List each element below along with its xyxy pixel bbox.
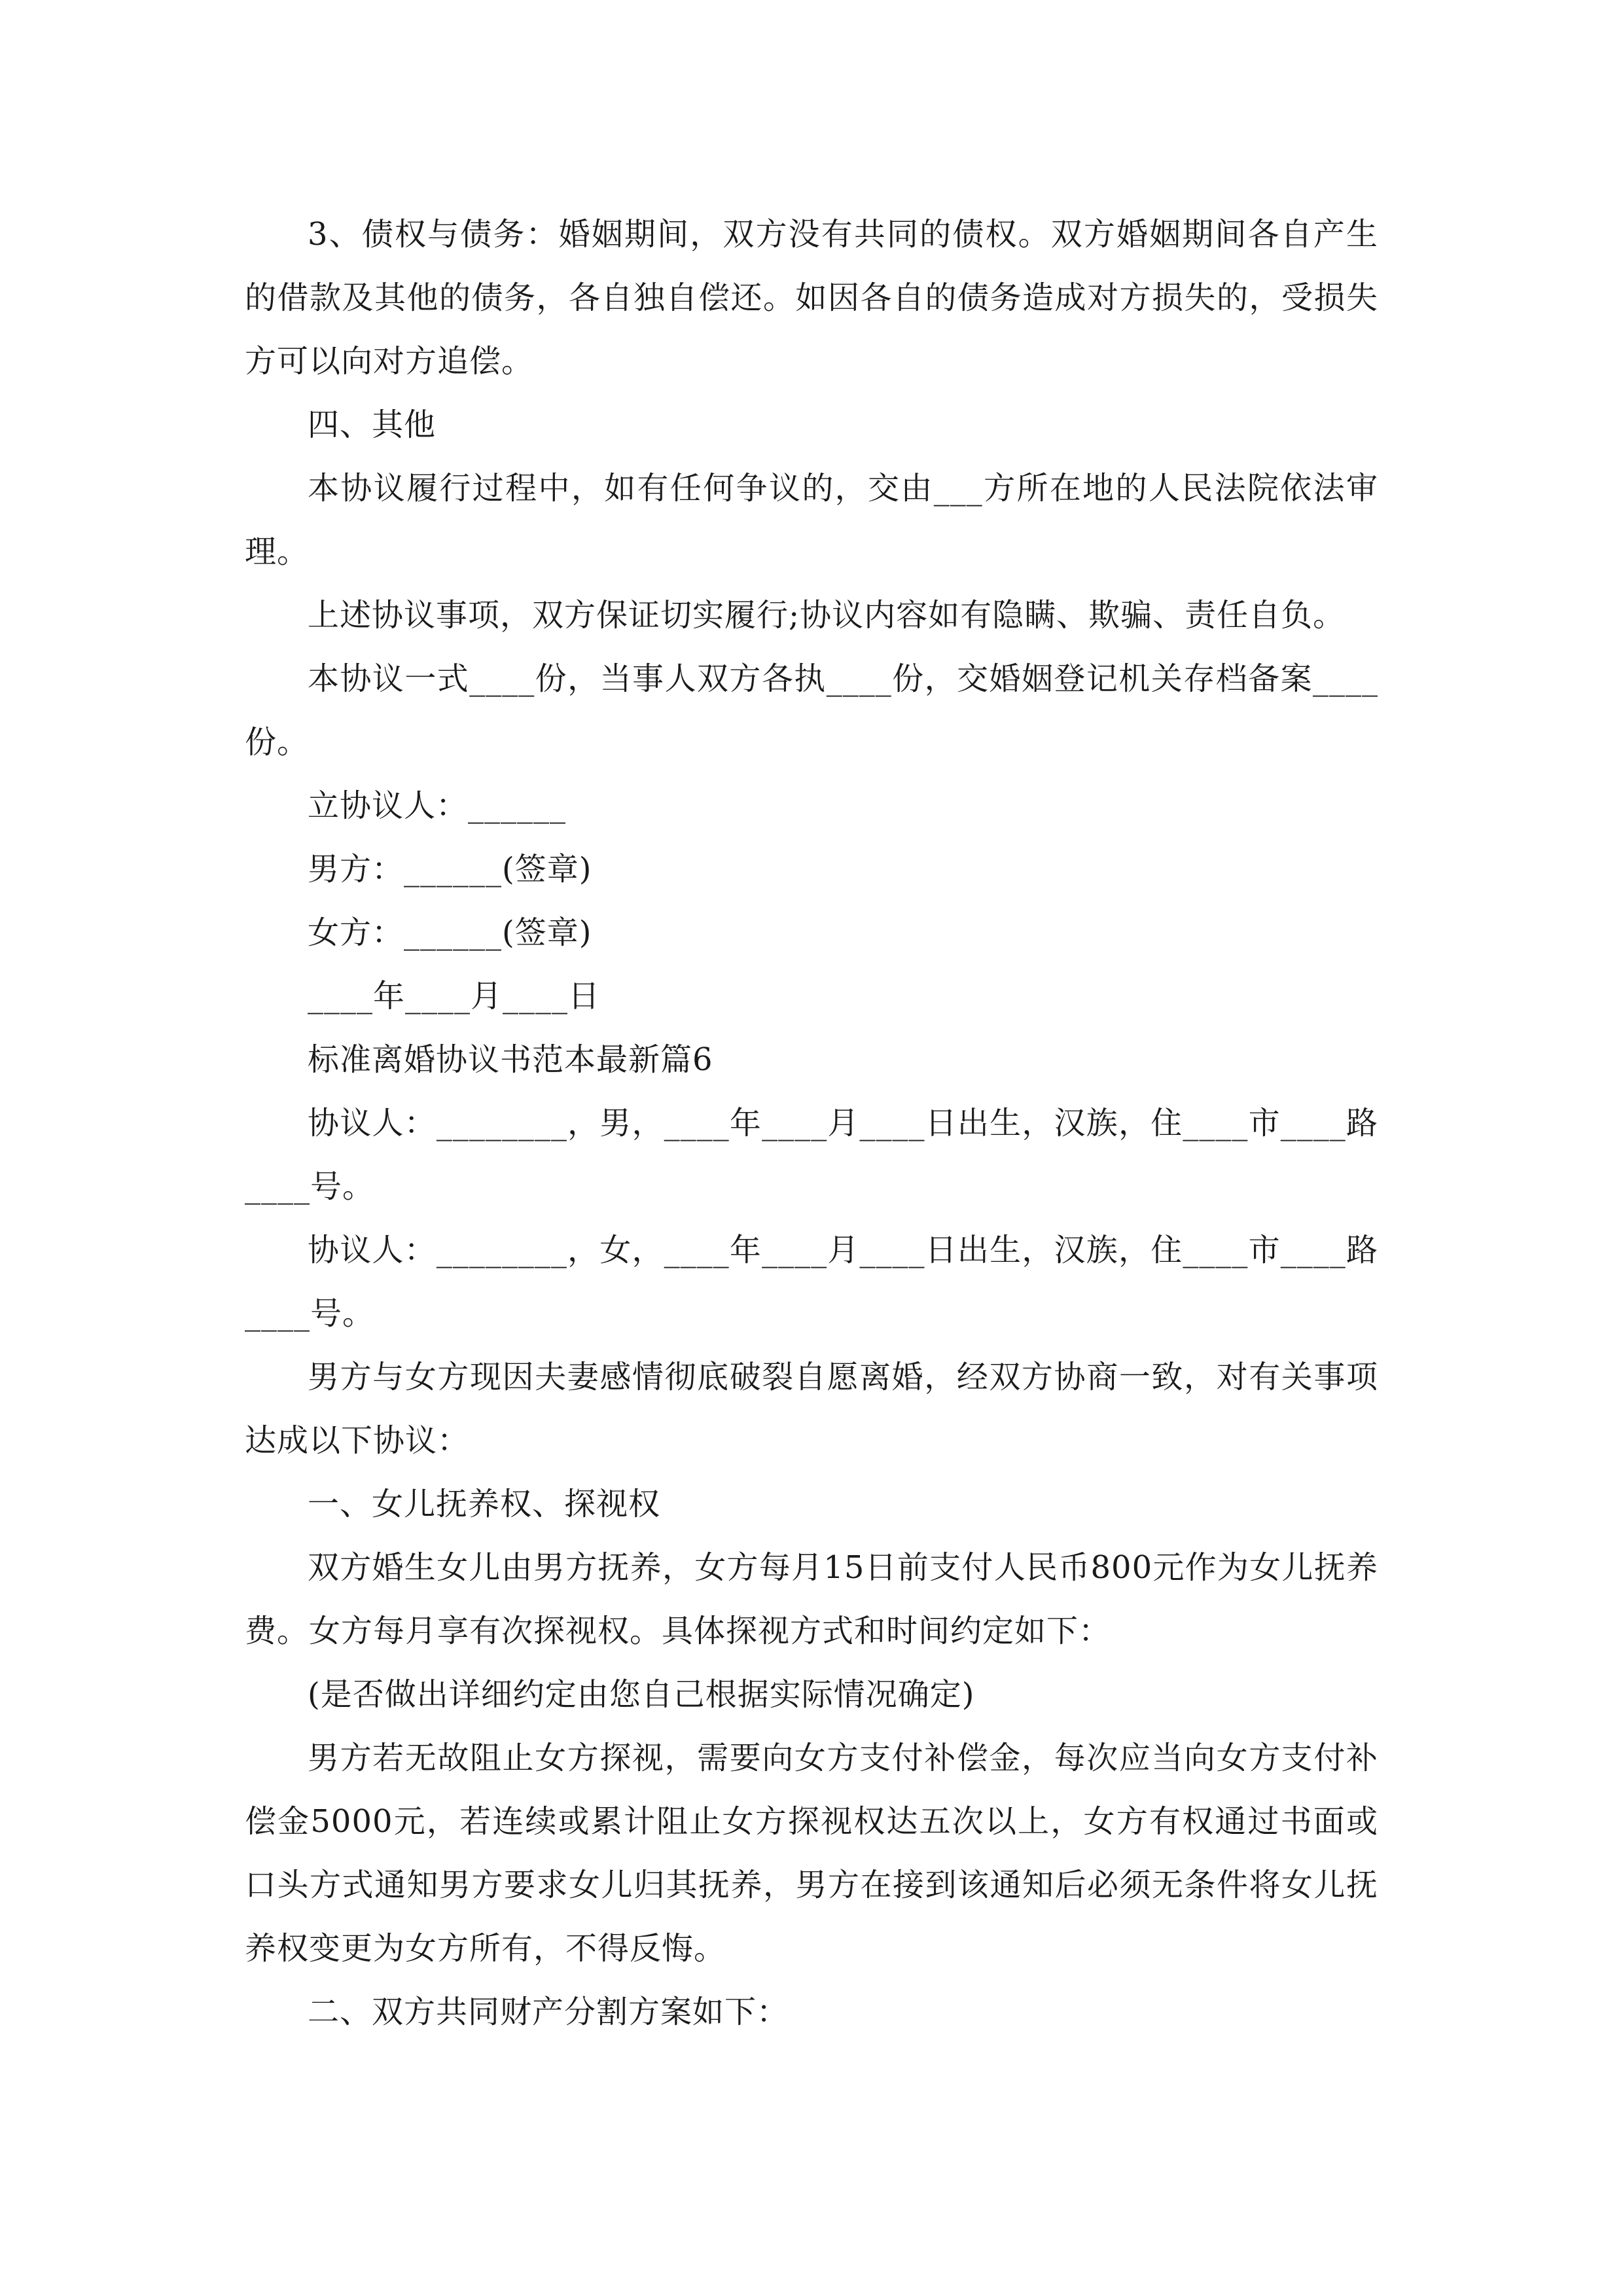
paragraph-dispute: 本协议履行过程中，如有任何争议的，交由___方所在地的人民法院依法审理。 [245,470,1378,570]
paragraph-intro: 男方与女方现因夫妻感情彻底破裂自愿离婚，经双方协商一致，对有关事项达成以下协议： [245,1359,1378,1459]
heading-other: 四、其他 [308,406,437,443]
paragraph-compensation: 男方若无故阻止女方探视，需要向女方支付补偿金，每次应当向女方支付补偿金5000元，若连续或累计阻止女方探视权达五次以上，女方有权通过书面或口头方式通知男方要求女儿归其抚养，男方在接到该通知后必须无条件将女儿抚养权变更为女方所有，不得反悔。 [245,1740,1378,1967]
party-female: 协议人：________，女，____年____月____日出生，汉族，住____市____路____号。 [245,1232,1378,1332]
paragraph-custody: 双方婚生女儿由男方抚养，女方每月15日前支付人民币800元作为女儿抚养费。女方每月享有次探视权。具体探视方式和时间约定如下： [245,1549,1378,1649]
signature-parties: 立协议人：______ [308,787,567,824]
signature-female: 女方：______(签章) [308,914,592,951]
paragraph-note: (是否做出详细约定由您自己根据实际情况确定) [308,1676,975,1713]
paragraph-debts: 3、债权与债务：婚姻期间，双方没有共同的债权。双方婚姻期间各自产生的借款及其他的债务，各自独自偿还。如因各自的债务造成对方损失的，受损失方可以向对方追偿。 [245,216,1378,380]
heading-property: 二、双方共同财产分割方案如下： [308,1994,789,2030]
document-body [245,203,1378,2044]
section-title: 标准离婚协议书范本最新篇6 [308,1041,713,1078]
paragraph-copies: 本协议一式____份，当事人双方各执____份，交婚姻登记机关存档备案____份。 [245,660,1378,761]
heading-custody: 一、女儿抚养权、探视权 [308,1486,661,1522]
signature-date: ____年____月____日 [308,978,601,1014]
party-male: 协议人：________，男，____年____月____日出生，汉族，住____市____路____号。 [245,1105,1378,1205]
paragraph-guarantee: 上述协议事项，双方保证切实履行;协议内容如有隐瞒、欺骗、责任自负。 [308,597,1346,634]
signature-male: 男方：______(签章) [308,851,592,888]
